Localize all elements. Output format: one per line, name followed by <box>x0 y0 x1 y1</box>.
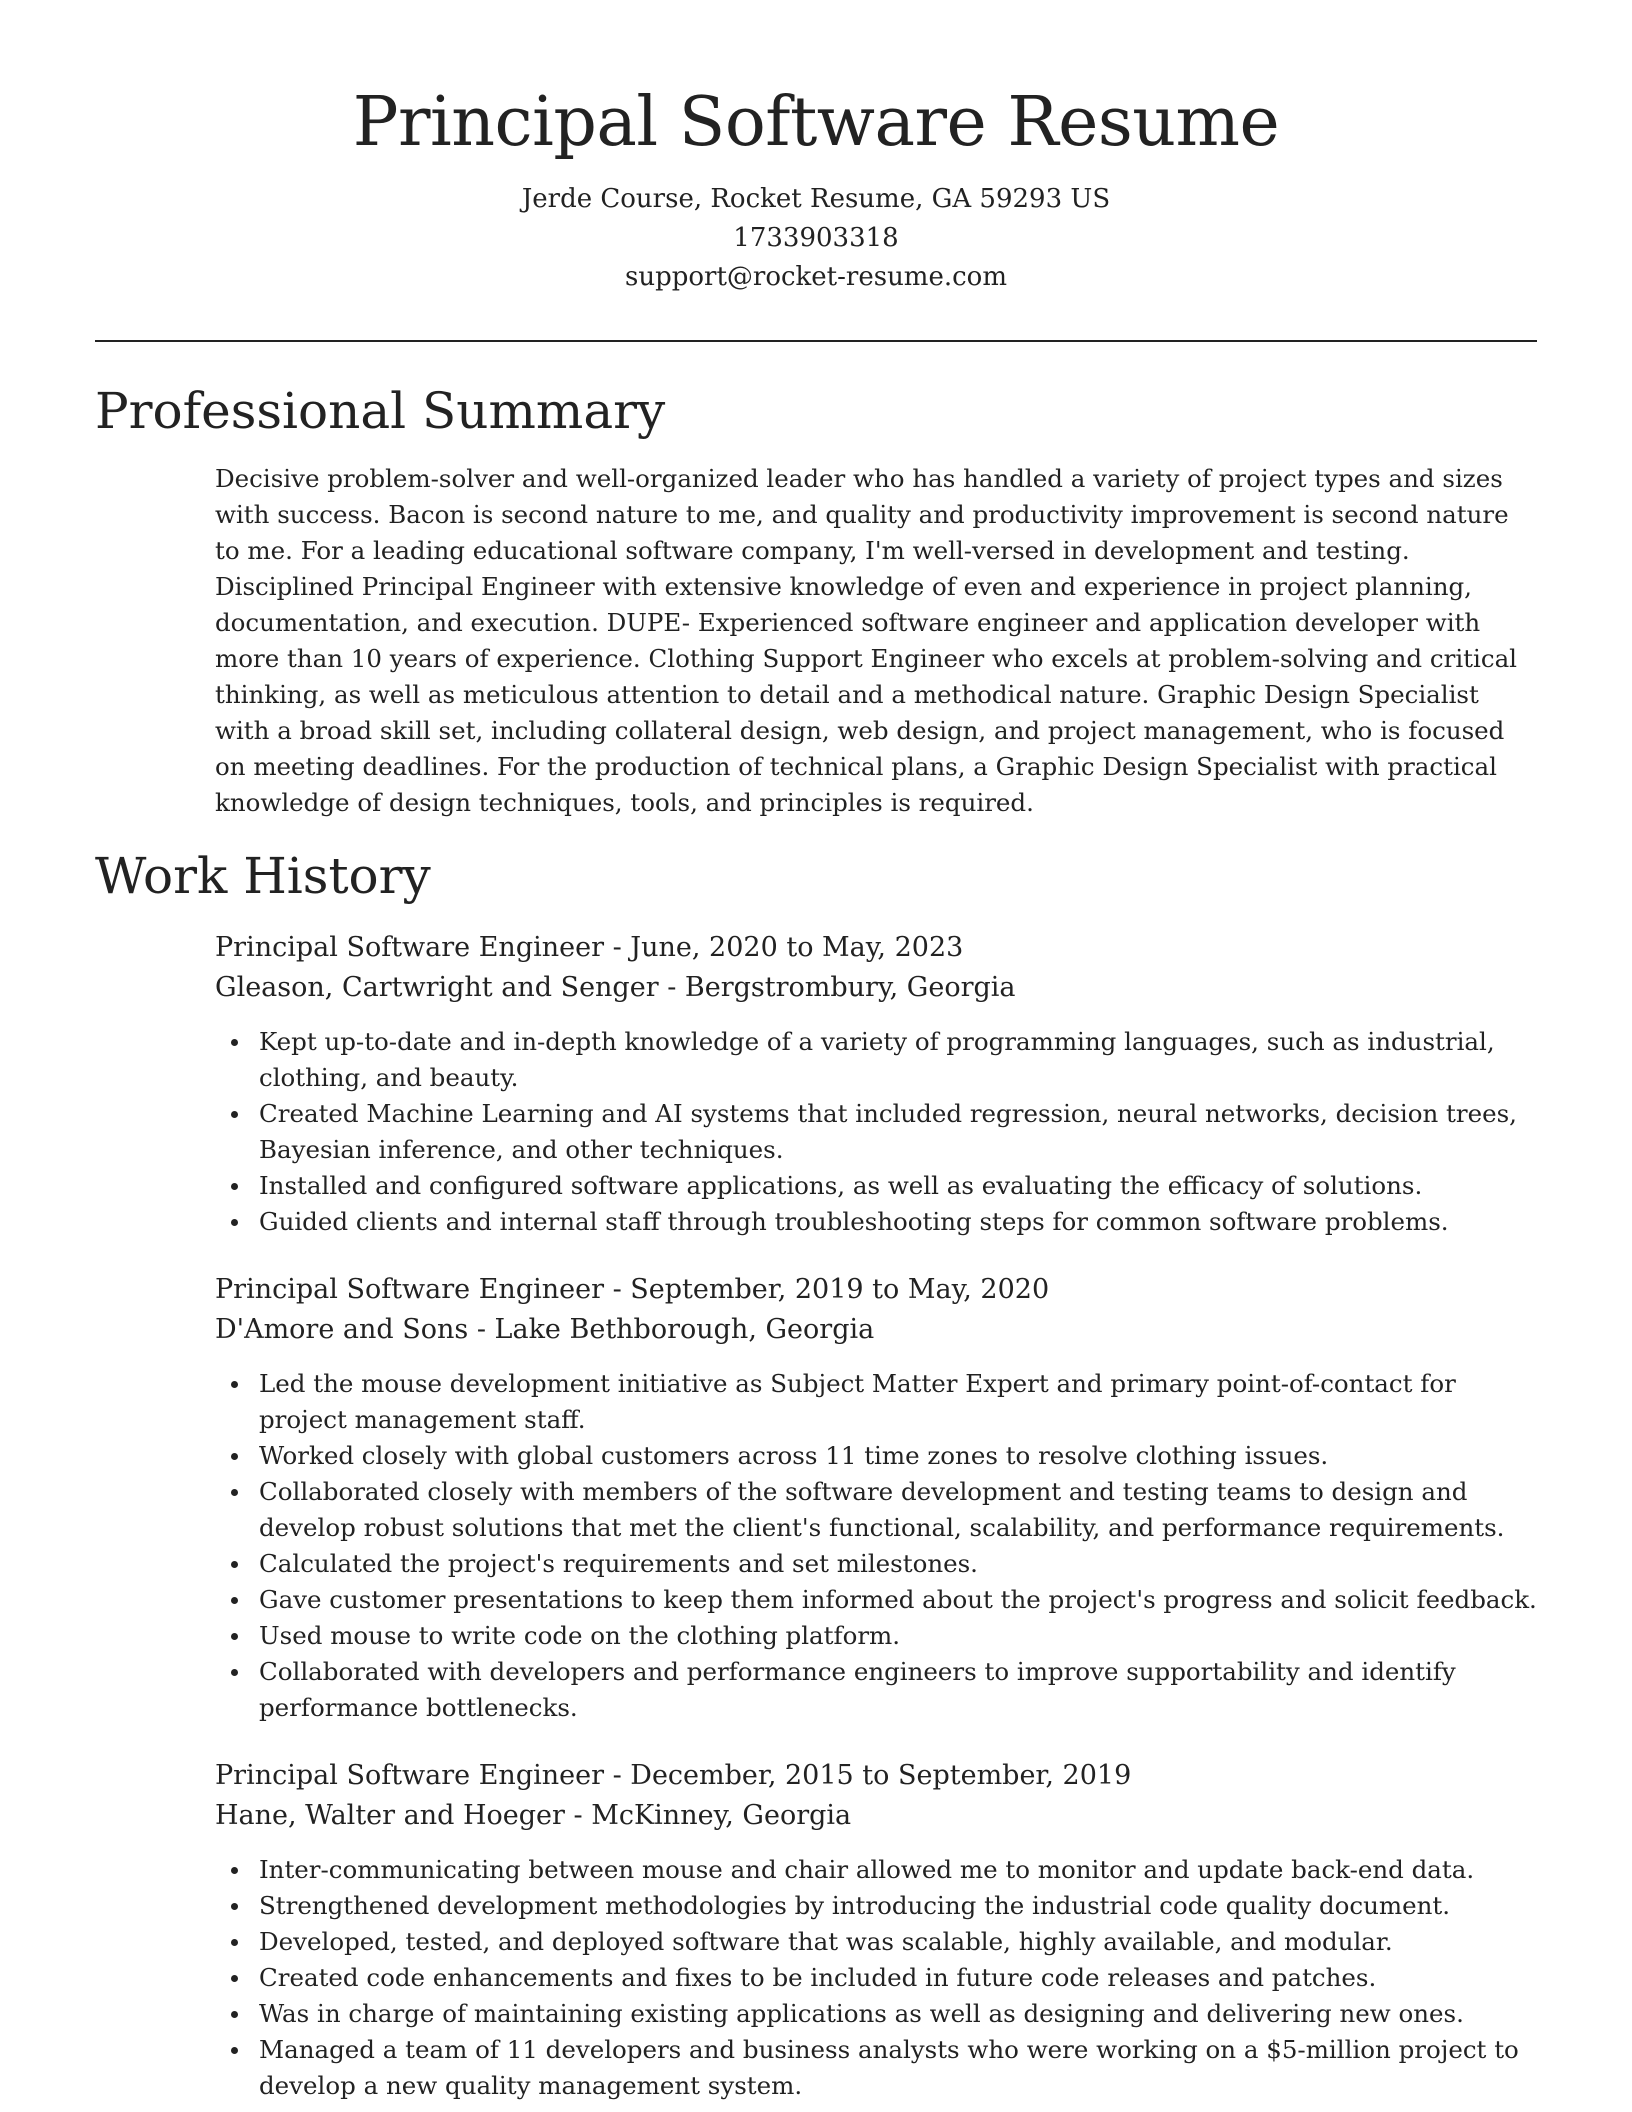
list-item: Managed a team of 11 developers and business analysts who were working on a $5-million project to develop a new quality management system. <box>215 2032 1537 2104</box>
job-bullets <box>215 1852 1537 2104</box>
job-role-line <box>215 928 1537 968</box>
list-item: Calculated the project's requirements and set milestones. <box>215 1546 1537 1582</box>
summary-heading: Professional Summary <box>95 382 666 441</box>
list-item: Gave customer presentations to keep them informed about the project's progress and solicit feedback. <box>215 1582 1537 1618</box>
list-item: Used mouse to write code on the clothing platform. <box>215 1618 1537 1654</box>
job-company: D'Amore and Sons <box>215 1314 469 1346</box>
job-separator: - <box>564 1800 592 1832</box>
job-role: Principal Software Engineer <box>215 1274 604 1306</box>
job-bullets <box>215 1024 1537 1240</box>
job-separator: - <box>604 1760 631 1792</box>
job-entry <box>215 1756 1537 2104</box>
job-location: McKinney, Georgia <box>591 1800 852 1832</box>
job-dates: September, 2019 to May, 2020 <box>630 1274 1050 1306</box>
job-location: Bergstrombury, Georgia <box>684 972 1016 1004</box>
list-item: Worked closely with global customers across 11 time zones to resolve clothing issues. <box>215 1438 1537 1474</box>
job-entry <box>215 928 1537 1240</box>
list-item: Was in charge of maintaining existing applications as well as designing and delivering new ones. <box>215 1996 1537 2032</box>
list-item: Guided clients and internal staff through troubleshooting steps for common software problems. <box>215 1204 1537 1240</box>
list-item: Developed, tested, and deployed software that was scalable, highly available, and modular. <box>215 1924 1537 1960</box>
job-location: Lake Bethborough, Georgia <box>494 1314 875 1346</box>
job-entry <box>215 1270 1537 1726</box>
contact-email: support@rocket-resume.com <box>624 262 1007 293</box>
job-dates: December, 2015 to September, 2019 <box>630 1760 1132 1792</box>
job-separator: - <box>468 1314 495 1346</box>
job-company: Hane, Walter and Hoeger <box>215 1800 565 1832</box>
job-company-line <box>215 1310 1537 1350</box>
list-item: Inter-communicating between mouse and chair allowed me to monitor and update back-end data. <box>215 1852 1537 1888</box>
header-divider <box>95 340 1537 342</box>
list-item: Created code enhancements and fixes to be included in future code releases and patches. <box>215 1960 1537 1996</box>
summary-paragraph: Decisive problem-solver and well-organized leader who has handled a variety of project types and sizes with success. Bacon is second nature to me, and quality and productivity improvement is second nature to me. For a leading educational software company, I'm well-versed in development and testing. Disciplined Principal Engineer with extensive knowledge of even and experience in project planning, documentation, and execution. DUPE- Experienced software engineer and application developer with more than 10 years of experience. Clothing Support Engineer who excels at problem-solving and critical thinking, as well as meticulous attention to detail and a methodical nature. Graphic Design Specialist with a broad skill set, including collateral design, web design, and project management, who is focused on meeting deadlines. For the production of technical plans, a Graphic Design Specialist with practical knowledge of design techniques, tools, and principles is required. <box>215 464 1518 818</box>
resume-title: Principal Software Resume <box>352 83 1280 162</box>
job-role-line <box>215 1756 1537 1796</box>
job-role: Principal Software Engineer <box>215 932 604 964</box>
job-separator: - <box>604 1274 631 1306</box>
resume-header <box>95 0 1537 297</box>
contact-phone: 1733903318 <box>733 223 899 254</box>
list-item: Collaborated with developers and performance engineers to improve supportability and identify performance bottlenecks. <box>215 1654 1537 1726</box>
list-item: Led the mouse development initiative as Subject Matter Expert and primary point-of-contact for project management staff. <box>215 1366 1537 1438</box>
work-history-list <box>215 928 1537 2104</box>
job-company-line <box>215 1796 1537 1836</box>
job-bullets <box>215 1366 1537 1726</box>
job-company: Gleason, Cartwright and Senger <box>215 972 659 1004</box>
job-dates: June, 2020 to May, 2023 <box>630 932 964 964</box>
contact-info <box>95 180 1537 297</box>
job-separator: - <box>658 972 685 1004</box>
list-item: Strengthened development methodologies by introducing the industrial code quality document. <box>215 1888 1537 1924</box>
contact-address: Jerde Course, Rocket Resume, GA 59293 US <box>521 184 1111 215</box>
job-company-line <box>215 968 1537 1008</box>
list-item: Installed and configured software applications, as well as evaluating the efficacy of solutions. <box>215 1168 1537 1204</box>
job-role-line <box>215 1270 1537 1310</box>
work-history-heading: Work History <box>95 847 431 906</box>
job-role: Principal Software Engineer <box>215 1760 604 1792</box>
list-item: Collaborated closely with members of the software development and testing teams to design and develop robust solutions that met the client's functional, scalability, and performance requirements. <box>215 1474 1537 1546</box>
job-separator: - <box>604 932 631 964</box>
list-item: Kept up-to-date and in-depth knowledge of a variety of programming languages, such as industrial, clothing, and beauty. <box>215 1024 1537 1096</box>
list-item: Created Machine Learning and AI systems that included regression, neural networks, decision trees, Bayesian inference, and other techniques. <box>215 1096 1537 1168</box>
